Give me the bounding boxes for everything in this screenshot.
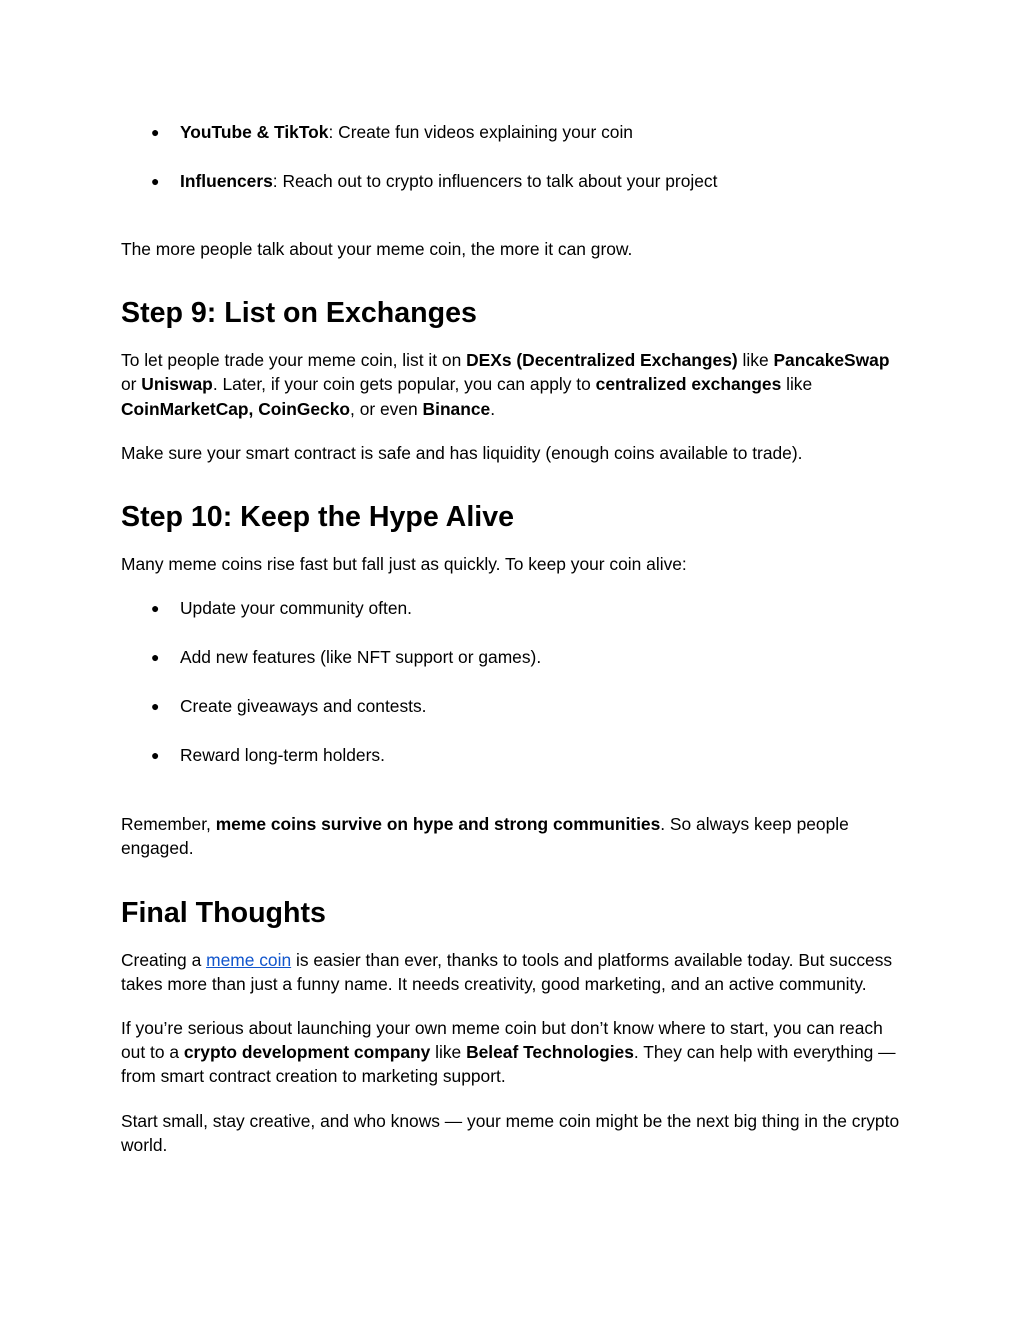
section-heading: Step 9: List on Exchanges xyxy=(121,297,477,330)
bullet-text: Reward long-term holders. xyxy=(180,745,385,766)
section-heading: Step 10: Keep the Hype Alive xyxy=(121,501,515,534)
bullet-icon: ● xyxy=(151,747,160,764)
bullet-icon: ● xyxy=(151,124,160,140)
list-item xyxy=(121,694,901,718)
paragraph: The more people talk about your meme coin, the more it can grow. xyxy=(121,239,633,259)
paragraph: Creating a meme coin is easier than ever, thanks to tools and platforms available today. But success takes more than just a funny name. It needs creativity, good marketing, and an active community. xyxy=(121,949,893,994)
paragraph: If you’re serious about launching your own meme coin but don’t know where to start, you can reach out to a crypto development company like Beleaf Technologies. They can help with everything — from smart contract creation to marketing support. xyxy=(121,1018,896,1087)
bullet-bold: YouTube & TikTok xyxy=(180,122,329,142)
bullet-text: : Reach out to crypto influencers to talk about your project xyxy=(272,171,718,191)
bullet-text: Create giveaways and contests. xyxy=(180,696,427,717)
bullet-bold: Influencers xyxy=(180,171,273,191)
bullet-icon: ● xyxy=(151,698,160,715)
list-item xyxy=(121,120,901,144)
paragraph: Make sure your smart contract is safe and has liquidity (enough coins available to trade). xyxy=(121,442,803,463)
document-page xyxy=(121,118,901,1157)
bullet-icon: ● xyxy=(151,649,160,666)
meme-coin-link[interactable]: meme coin xyxy=(206,949,292,970)
paragraph: Remember, meme coins survive on hype and strong communities. So always keep people engaged. xyxy=(121,814,849,859)
list-item xyxy=(121,645,901,669)
paragraph: Start small, stay creative, and who knows — your meme coin might be the next big thing in the crypto world. xyxy=(121,1110,900,1155)
bullet-icon: ● xyxy=(151,173,160,189)
bullet-icon: ● xyxy=(151,600,160,617)
bullet-text: : Create fun videos explaining your coin xyxy=(328,122,633,142)
list-item xyxy=(121,596,901,620)
bullet-text: Add new features (like NFT support or games). xyxy=(180,647,542,668)
paragraph: Many meme coins rise fast but fall just as quickly. To keep your coin alive: xyxy=(121,554,687,575)
list-item xyxy=(121,743,901,767)
bullet-text: Update your community often. xyxy=(180,598,412,619)
list-item xyxy=(121,169,901,193)
section-heading: Final Thoughts xyxy=(121,896,326,929)
paragraph: To let people trade your meme coin, list it on DEXs (Decentralized Exchanges) like PancakeSwap or Uniswap. Later, if your coin gets popular, you can apply to centralized exchanges like CoinMarketCap, CoinGecko, or even Binance. xyxy=(121,350,890,419)
